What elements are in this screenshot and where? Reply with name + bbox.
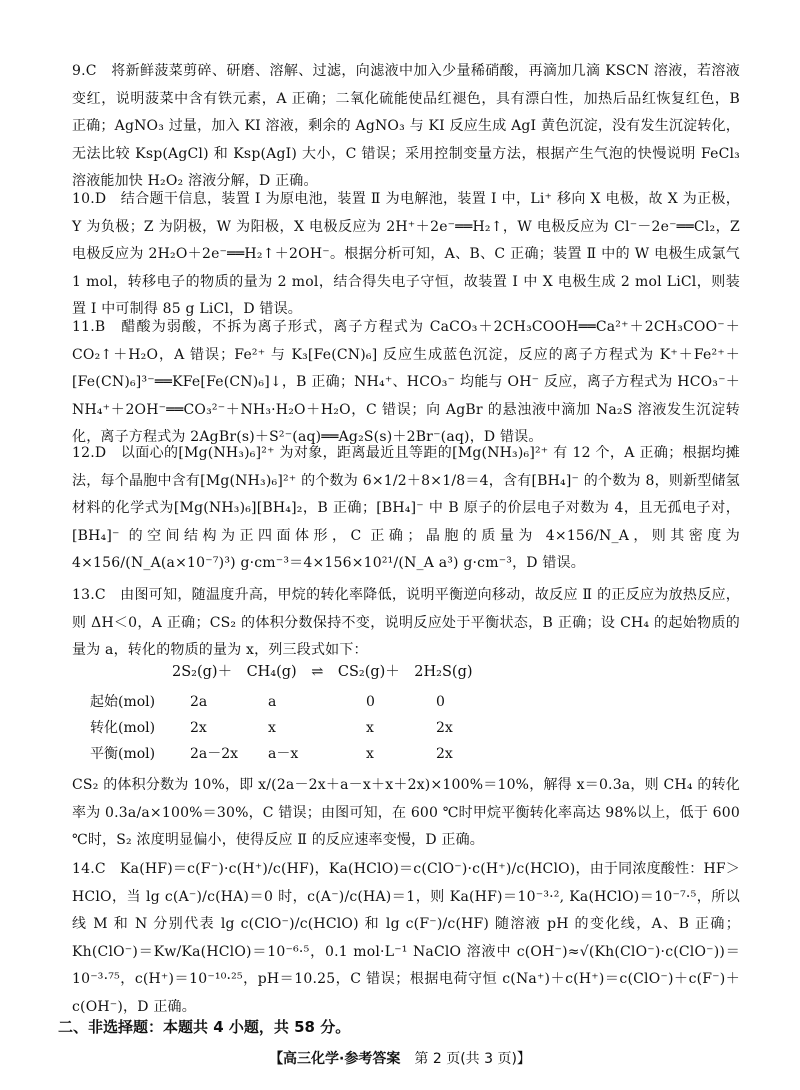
reaction-equation: 2S₂(g)＋ CH₄(g) ⇌ CS₂(g)＋ 2H₂S(g)	[172, 664, 473, 680]
cell: x	[366, 746, 374, 762]
row-label: 平衡(mol)	[90, 746, 156, 762]
section-heading: 二、非选择题：本题共 4 小题，共 58 分。	[58, 1018, 351, 1036]
cell: 2a－2x	[190, 746, 239, 762]
answer-13-intro: 13.C 由图可知，随温度升高，甲烷的转化率降低，说明平衡逆向移动，故反应 Ⅱ 的正反应为放热反应，则 ΔH＜0，A 正确；CS₂ 的体积分数保持不变，说明反应处于平衡状态，B 正确；设 CH₄ 的起始物质的量为 a，转化的物质的量为 x，列三段式如下：	[72, 587, 740, 659]
three-stage-table	[90, 660, 490, 770]
table-row	[90, 690, 490, 714]
cell: 2x	[190, 720, 207, 736]
table-row	[90, 716, 490, 740]
answer-10: 10.D 结合题干信息，装置 Ⅰ 为原电池，装置 Ⅱ 为电解池，装置 Ⅰ 中，Li⁺ 移向 X 电极，故 X 为正极，Y 为负极；Z 为阴极，W 为阳极，X 电极反应为 2H⁺＋2e⁻══H₂↑，W 电极反应为 Cl⁻－2e⁻══Cl₂，Z 电极反应为 2H₂O＋2e⁻══H₂↑＋2OH⁻。根据分析可知，A、B、C 正确；装置 Ⅱ 中的 W 电极生成氯气 1 mol，转移电子的物质的量为 2 mol，结合得失电子守恒，故装置 Ⅰ 中 X 电极生成 2 mol LiCl，则装置 Ⅰ 中可制得 85 g LiCl，D 错误。	[72, 191, 740, 318]
cell: 0	[366, 694, 375, 710]
answer-9: 9.C 将新鲜菠菜剪碎、研磨、溶解、过滤，向滤液中加入少量稀硝酸，再滴加几滴 KSCN 溶液，若溶液变红，说明菠菜中含有铁元素，A 正确；二氧化硫能使品红褪色，具有漂白性，加热后品红恢复红色，B 正确；AgNO₃ 过量，加入 KI 溶液，剩余的 AgNO₃ 与 KI 反应生成 AgI 黄色沉淀，没有发生沉淀转化，无法比较 Ksp(AgCl) 和 Ksp(AgI) 大小，C 错误；采用控制变量方法，根据产生气泡的快慢说明 FeCl₃ 溶液能加快 H₂O₂ 溶液分解，D 正确。	[72, 63, 740, 190]
footer-subject: 【高三化学·参考答案	[269, 1051, 401, 1067]
cell: x	[268, 720, 276, 736]
cell: a	[268, 694, 277, 710]
footer-page-number: 第 2 页(共 3 页)】	[414, 1051, 531, 1067]
answer-13-body: CS₂ 的体积分数为 10%，即 x/(2a－2x＋a－x＋x＋2x)×100%＝10%，解得 x＝0.3a，则 CH₄ 的转化率为 0.3a/a×100%＝30%，C 错误；由图可知，在 600 ℃时甲烷平衡转化率高达 98%以上，低于 600 ℃时，S₂ 浓度明显偏小，使得反应 Ⅱ 的反应速率变慢，D 正确。	[72, 777, 740, 849]
cell: x	[366, 720, 374, 736]
answer-11: 11.B 醋酸为弱酸，不拆为离子形式，离子方程式为 CaCO₃＋2CH₃COOH══Ca²⁺＋2CH₃COO⁻＋CO₂↑＋H₂O，A 错误；Fe²⁺ 与 K₃[Fe(CN)₆] 反应生成蓝色沉淀，反应的离子方程式为 K⁺＋Fe²⁺＋[Fe(CN)₆]³⁻══KFe[Fe(CN)₆]↓，B 正确；NH₄⁺、HCO₃⁻ 均能与 OH⁻ 反应，离子方程式为 HCO₃⁻＋NH₄⁺＋2OH⁻══CO₃²⁻＋NH₃·H₂O＋H₂O，C 错误；向 AgBr 的悬浊液中滴加 Na₂S 溶液发生沉淀转化，离子方程式为 2AgBr(s)＋S²⁻(aq)══Ag₂S(s)＋2Br⁻(aq)，D 错误。	[72, 319, 740, 446]
table-row	[90, 742, 490, 766]
page-footer	[0, 1048, 800, 1068]
row-label: 转化(mol)	[90, 720, 156, 736]
cell: 2x	[436, 746, 453, 762]
answer-14: 14.C Ka(HF)＝c(F⁻)·c(H⁺)/c(HF)，Ka(HClO)＝c(ClO⁻)·c(H⁺)/c(HClO)，由于同浓度酸性：HF＞HClO，当 lg c(A⁻)/c(HA)＝0 时，c(A⁻)/c(HA)＝1，则 Ka(HF)＝10⁻³·², Ka(HClO)＝10⁻⁷·⁵，所以线 M 和 N 分别代表 lg c(ClO⁻)/c(HClO) 和 lg c(F⁻)/c(HF) 随溶液 pH 的变化线，A、B 正确；Kh(ClO⁻)＝Kw/Ka(HClO)＝10⁻⁶·⁵，0.1 mol·L⁻¹ NaClO 溶液中 c(OH⁻)≈√(Kh(ClO⁻)·c(ClO⁻))＝10⁻³·⁷⁵，c(H⁺)＝10⁻¹⁰·²⁵，pH＝10.25，C 错误；根据电荷守恒 c(Na⁺)＋c(H⁺)＝c(ClO⁻)＋c(F⁻)＋c(OH⁻)，D 正确。	[72, 861, 740, 1015]
cell: 0	[436, 694, 445, 710]
cell: 2x	[436, 720, 453, 736]
cell: a－x	[268, 746, 299, 762]
answer-12: 12.D 以面心的[Mg(NH₃)₆]²⁺ 为对象，距离最近且等距的[Mg(NH₃)₆]²⁺ 有 12 个，A 正确；根据均摊法，每个晶胞中含有[Mg(NH₃)₆]²⁺ 的个数为 6×1/2＋8×1/8＝4，含有[BH₄]⁻ 的个数为 8，则新型储氢材料的化学式为[Mg(NH₃)₆][BH₄]₂，B 正确；[BH₄]⁻ 中 B 原子的价层电子对数为 4，且无孤电子对，[BH₄]⁻ 的空间结构为正四面体形，C 正确；晶胞的质量为 4×156/N_A，则其密度为 4×156/(N_A(a×10⁻⁷)³) g·cm⁻³＝4×156×10²¹/(N_A a³) g·cm⁻³，D 错误。	[72, 445, 740, 572]
cell: 2a	[190, 694, 208, 710]
row-label: 起始(mol)	[90, 694, 156, 710]
